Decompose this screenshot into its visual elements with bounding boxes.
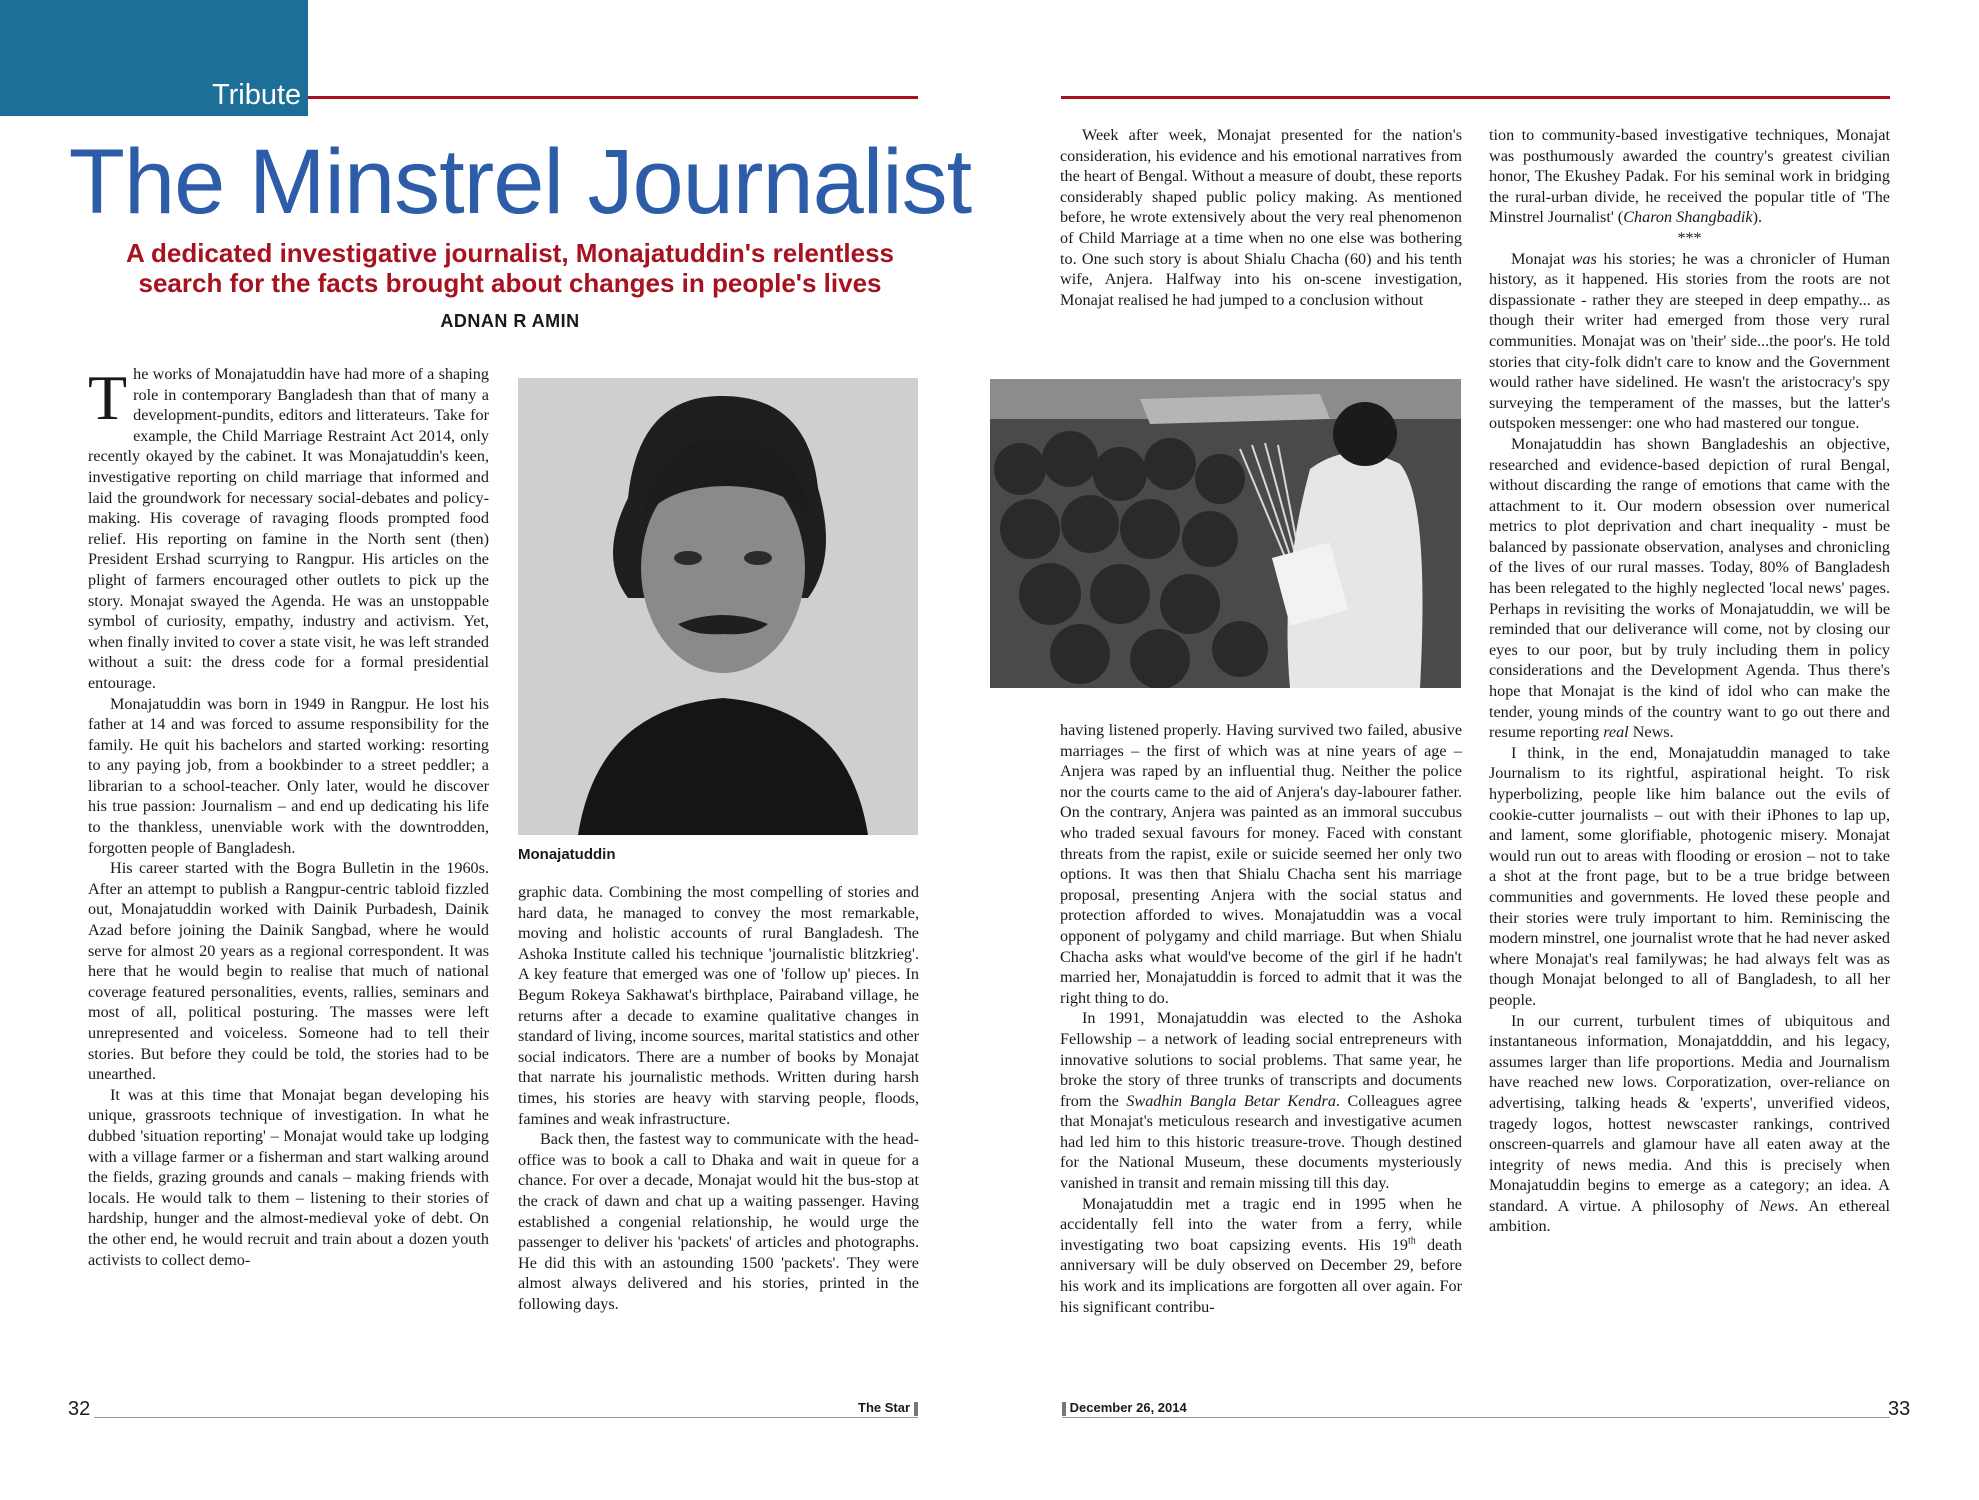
column-4 bbox=[1489, 125, 1890, 1237]
paragraph: tion to community-based investigative techniques, Monajat was posthumously awarded the country's greatest civilian honor, The Ekushey Padak. For his seminal work in bridging the rural-urban divide, he received the popular title of 'The Minstrel Journalist' (Charon Shangbadik). bbox=[1489, 126, 1890, 227]
section-label: Tribute bbox=[212, 79, 302, 111]
section-break: *** bbox=[1677, 228, 1702, 247]
column-1 bbox=[88, 364, 489, 1270]
drop-cap: T bbox=[88, 362, 128, 433]
column-2 bbox=[518, 882, 919, 1314]
portrait-photo-icon bbox=[518, 378, 918, 835]
paragraph: Monajatuddin met a tragic end in 1995 when he accidentally fell into the water from a ferry, while investigating two boat capsizing events. His 19th death anniversary will be duly observed on December 29, before his work and its implications are forgotten all over again. For his significant contribu- bbox=[1060, 1194, 1463, 1316]
photo-caption: Monajatuddin bbox=[518, 846, 616, 863]
paragraph: His career started with the Bogra Bulletin in the 1960s. After an attempt to publish a Rangpur-centric tabloid fizzled out, Monajatuddin worked with Dainik Purbadesh, Dainik Azad before joining the Dainik Sangbad, where he would serve for almost 20 years as a regional correspondent. It was here that he would begin to realise that much of national coverage featured personalities, events, rallies, seminars and most of all, political posturing. The masses were left unrepresented and voiceless. Someone had to tell their stories. But before they could be told, the stories had to be unearthed. bbox=[88, 859, 489, 1084]
portrait-illustration bbox=[518, 378, 918, 835]
paragraph: Monajatuddin was born in 1949 in Rangpur. He lost his father at 14 and was forced to assume responsibility for the family. He quit his bachelors and started working: resorting to any paying job, from a bookbinder to a street peddler; a librarian to a school-teacher. Only later, would he discover his true passion: Journalism – and end up dedicating his life to the thankless, unenviable work with the downtrodden, forgotten people of Bangladesh. bbox=[88, 694, 489, 857]
paragraph: Monajat was his stories; he was a chronicler of Human history, as it happened. His stories from the roots are not dispassionate - rather they are steeped in deep empathy... as though their writer had emerged from those very rural communities. Monajat was on 'their' side...the poor's. He told stories that city-folk didn't care to know and the Government would rather have sidelined. He wasn't the aristocracy's spy surveying the temperament of the masses, but the latter's outspoken messenger: one who had mastered our tongue. bbox=[1489, 249, 1890, 433]
field-reporting-photo-icon bbox=[990, 379, 1461, 688]
subtitle-line-1: A dedicated investigative journalist, Monajatuddin's relentless bbox=[125, 238, 895, 268]
publication-name: The Star bbox=[858, 1400, 918, 1416]
header-rule-right bbox=[1061, 96, 1890, 99]
paragraph: It was at this time that Monajat began developing his unique, grassroots technique of investigation. In what he dubbed 'situation reporting' – Monajat would take up lodging with a village farmer or a fisherman and start walking around the fields, grazing grounds and canals – making friends with locals. He would talk to them – listening to their stories of hardship, hunger and the almost-medieval yoke of debt. On the other end, he would recruit and train about a dozen youth activists to collect demo- bbox=[88, 1085, 489, 1269]
paragraph: Week after week, Monajat presented for the nation's consideration, his evidence and his emotional narratives from the heart of Bengal. Without a measure of doubt, these reports considerably shaped public policy making. As mentioned before, he wrote extensively about the very real phenomenon of Child Marriage at a time when no one else was bothering to. One such story is about Shialu Chacha (60) and his tenth wife, Anjera. Halfway into his on-scene investigation, Monajat realised he had jumped to a conclusion without bbox=[1060, 126, 1462, 309]
paragraph: In our current, turbulent times of ubiquitous and instantaneous information, Monajatdddin, and his legacy, assumes larger than life proportions. Media and Journalism have reached new lows. Corporatization, over-reliance on advertising, talking heads & 'experts', unverified videos, tragedy logos, hottest newscaster rankings, contrived onscreen-quarrels and glamour have all eaten away at the integrity of news media. And this is precisely when Monajatuddin begins to emerge as a category; an idea. A standard. A virtue. A philosophy of News. An ethereal ambition. bbox=[1489, 1011, 1890, 1236]
field-photo-illustration bbox=[990, 379, 1461, 688]
article-subtitle bbox=[110, 238, 910, 298]
footer-rule-right bbox=[1062, 1417, 1890, 1418]
column-3-bottom bbox=[1060, 720, 1462, 1317]
issue-date: December 26, 2014 bbox=[1062, 1400, 1187, 1416]
page-number-left: 32 bbox=[68, 1398, 91, 1420]
paragraph: I think, in the end, Monajatuddin managed to take Journalism to its rightful, aspirational height. To risk hyperbolizing, people like him balance out the evils of cookie-cutter journalists – out with their iPhones to lap up, and lament, some glorifiable, photogenic misery. Monajat would run out to areas with flooding or erosion – not to take a shot at the front page, but to be a true bridge between communities and governments. He loved these people and their stories were truly important to him. Reminiscing the modern minstrel, one journalist wrote that he had never asked where Monajat's real familywas; he had always felt was as though Monajat belonged to all of Bangladesh, to all her people. bbox=[1489, 743, 1890, 1009]
paragraph: Back then, the fastest way to communicate with the head-office was to book a call to Dhaka and wait in queue for a chance. For over a decade, Monajat would hit the bus-stop at the crack of dawn and chat up a waiting passenger. Having established a congenial relationship, he would urge the passenger to deliver his 'packets' of articles and photographs. He did this with an astounding 1500 'packets'. They were almost always delivered and his stories, printed in the following days. bbox=[518, 1130, 919, 1313]
paragraph: having listened properly. Having survived two failed, abusive marriages – the first of which was at nine years of age – Anjera was raped by an influential thug. Neither the police nor the courts came to the aid of Anjera's day-labourer father. On the contrary, Anjera was painted as an immoral succubus who traded sexual favours for money. Faced with constant threats from the rapist, exile or suicide seemed her only two options. It was then that Shialu Chacha sent his marriage proposal, presenting Anjera with the social status and protection afforded to wives. Monajatuddin was a vocal opponent of polygamy and child marriage. But when Shialu Chacha asks what would've become of the girl if he hadn't married her, Monajatuddin is forced to admit that it was the right thing to do. bbox=[1060, 721, 1462, 1007]
footer-bar-icon bbox=[914, 1402, 918, 1416]
paragraph: In 1991, Monajatuddin was elected to the Ashoka Fellowship – a network of leading social entrepreneurs with innovative solutions to social problems. That same year, he broke the story of three trunks of transcripts and documents from the Swadhin Bangla Betar Kendra. Colleagues agree that Monajat's meticulous research and investigative acumen had led him to this historic treasure-trove. Though destined for the National Museum, these documents mysteriously vanished in transit and remain missing till this day. bbox=[1060, 1009, 1462, 1193]
subtitle-line-2: search for the facts brought about changes in people's lives bbox=[138, 268, 882, 298]
page-number-right: 33 bbox=[1888, 1398, 1911, 1420]
paragraph: The works of Monajatuddin have had more of a shaping role in contemporary Bangladesh than that of many a development-pundits, editors and litterateurs. Take for example, the Child Marriage Restraint Act 2014, only recently okayed by the cabinet. It was Monajatuddin's keen, investigative reporting on child marriage that informed and laid the groundwork for necessary social-debates and policy-making. His coverage of ravaging floods prompted food relief. His reporting on famine in the North sent (then) President Ershad scurrying to Rangpur. His articles on the plight of farmers encouraged other outlets to pick up the story. Monajat swayed the Agenda. He was an unstoppable symbol of curiosity, empathy, industry and activism. Yet, when finally invited to cover a state visit, he was left stranded without a suit: the dress code for a formal presidential entourage. bbox=[88, 362, 489, 692]
footer-bar-icon bbox=[1062, 1402, 1066, 1416]
column-3-top bbox=[1060, 125, 1462, 310]
header-rule-left bbox=[308, 96, 918, 99]
paragraph: Monajatuddin has shown Bangladeshis an objective, researched and evidence-based depiction of rural Bengal, without discarding the range of emotions that came with the attachment to it. Our modern obsession over numerical metrics to plot deprivation and chart inequality - must be balanced by passionate observation, analyses and chronicling of the lives of our rural masses. Today, 80% of Bangladesh has been relegated to the highly neglected 'local news' pages. Perhaps in revisiting the works of Monajatuddin, we will be reminded that our deliverance will come, not by closing our eyes to our poor, but by truly including them in policy considerations and the Development Agenda. Thus there's hope that Monajat is the kind of idol who can make the tender, young minds of the country want to go out there and resume reporting real News. bbox=[1489, 434, 1890, 742]
footer-rule-left bbox=[94, 1417, 918, 1418]
byline: ADNAN R AMIN bbox=[440, 311, 580, 331]
article-title: The Minstrel Journalist bbox=[68, 131, 972, 233]
paragraph: graphic data. Combining the most compelling of stories and hard data, he managed to convey the most remarkable, moving and holistic accounts of rural Bangladesh. The Ashoka Institute called his technique 'journalistic blitzkrieg'. A key feature that emerged was one of 'follow up' pieces. In Begum Rokeya Sakhawat's birthplace, Pairaband village, he returns after a decade to examine qualitative changes in standard of living, income sources, marital statistics and other social indicators. There are a number of books by Monajat that narrate his journalistic methods. Written during harsh times, his stories are heavy with starving people, floods, famines and weak infrastructure. bbox=[518, 883, 919, 1128]
